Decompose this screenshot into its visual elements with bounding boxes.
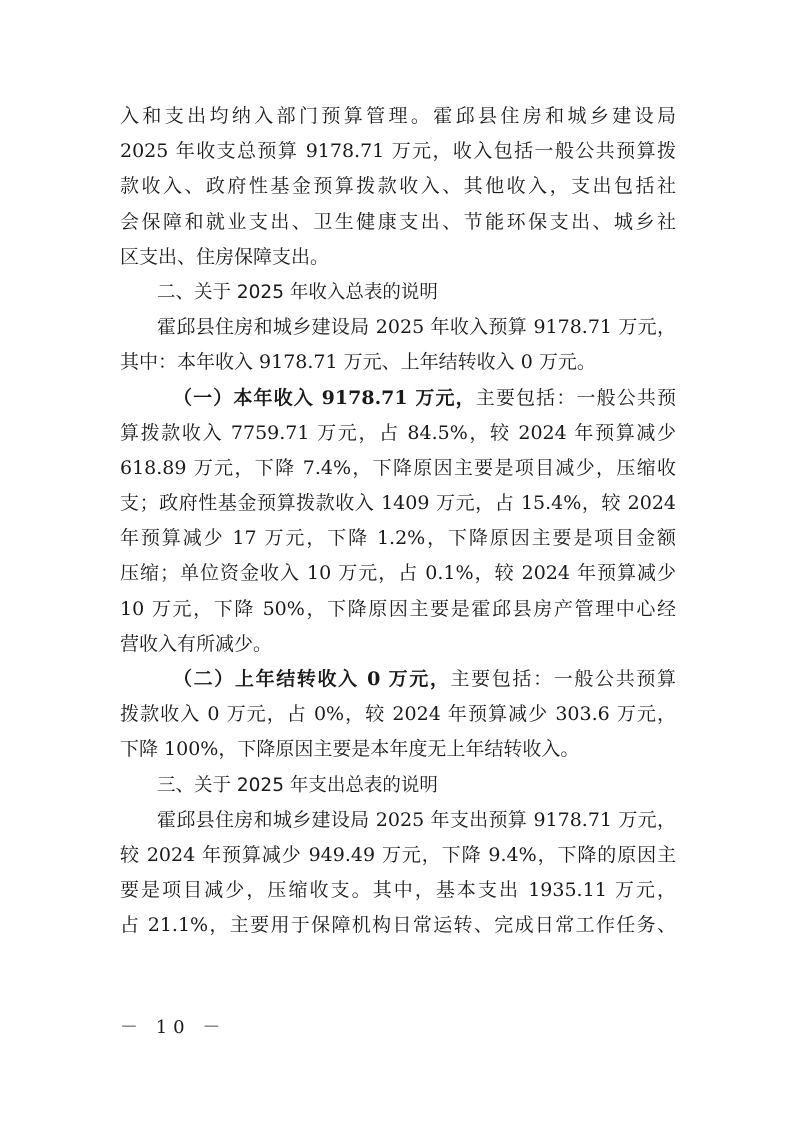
text-line: 霍邱县住房和城乡建设局 2025 年支出预算 9178.71 万元， bbox=[157, 808, 676, 831]
text-line: 下降 100%，下降原因主要是本年度无上年结转收入。 bbox=[120, 738, 580, 761]
text-line: 支；政府性基金预算拨款收入 1409 万元，占 15.4%，较 2024 bbox=[120, 492, 676, 515]
text-line: 压缩；单位资金收入 10 万元，占 0.1%，较 2024 年预算减少 bbox=[120, 562, 676, 585]
text-line: 较 2024 年预算减少 949.49 万元，下降 9.4%，下降的原因主 bbox=[120, 843, 676, 866]
page-number: － 10 － bbox=[120, 1017, 227, 1038]
text-line: 拨款收入 0 万元，占 0%，较 2024 年预算减少 303.6 万元， bbox=[120, 703, 676, 726]
section-heading-income: 二、关于 2025 年收入总表的说明 bbox=[157, 281, 438, 303]
subsection-current-year-income bbox=[120, 381, 676, 416]
text-line: 入和支出均纳入部门预算管理。霍邱县住房和城乡建设局 bbox=[120, 105, 676, 127]
text-line: 2025 年收支总预算 9178.71 万元，收入包括一般公共预算拨 bbox=[120, 140, 676, 163]
body-text bbox=[120, 99, 676, 944]
subsection-heading: （二）上年结转收入 0 万元， bbox=[173, 668, 451, 690]
text-line: 会保障和就业支出、卫生健康支出、节能环保支出、城乡社 bbox=[120, 210, 676, 233]
text-line: 算拨款收入 7759.71 万元，占 84.5%，较 2024 年预算减少 bbox=[120, 421, 676, 444]
text-line: 占 21.1%，主要用于保障机构日常运转、完成日常工作任务、 bbox=[120, 914, 676, 937]
section-heading-expenditure: 三、关于 2025 年支出总表的说明 bbox=[157, 774, 438, 796]
text-line: 10 万元，下降 50%，下降原因主要是霍邱县房产管理中心经 bbox=[120, 597, 676, 620]
text-line: 区支出、住房保障支出。 bbox=[120, 245, 330, 268]
text-line: 要是项目减少，压缩收支。其中，基本支出 1935.11 万元， bbox=[120, 879, 676, 902]
text-span: 主要包括：一般公共预 bbox=[475, 386, 676, 409]
text-span: 主要包括：一般公共预算 bbox=[450, 668, 676, 690]
text-line: 霍邱县住房和城乡建设局 2025 年收入预算 9178.71 万元， bbox=[157, 316, 676, 339]
subsection-carryover-income bbox=[120, 662, 676, 697]
text-line: 款收入、政府性基金预算拨款收入、其他收入，支出包括社 bbox=[120, 175, 676, 198]
text-line: 年预算减少 17 万元，下降 1.2%，下降原因主要是项目金额 bbox=[120, 527, 676, 550]
text-line: 618.89 万元，下降 7.4%，下降原因主要是项目减少，压缩收 bbox=[120, 456, 676, 479]
text-line: 营收入有所减少。 bbox=[120, 632, 273, 655]
text-line: 其中：本年收入 9178.71 万元、上年结转收入 0 万元。 bbox=[120, 351, 596, 374]
subsection-heading: （一）本年收入 9178.71 万元， bbox=[173, 386, 476, 409]
